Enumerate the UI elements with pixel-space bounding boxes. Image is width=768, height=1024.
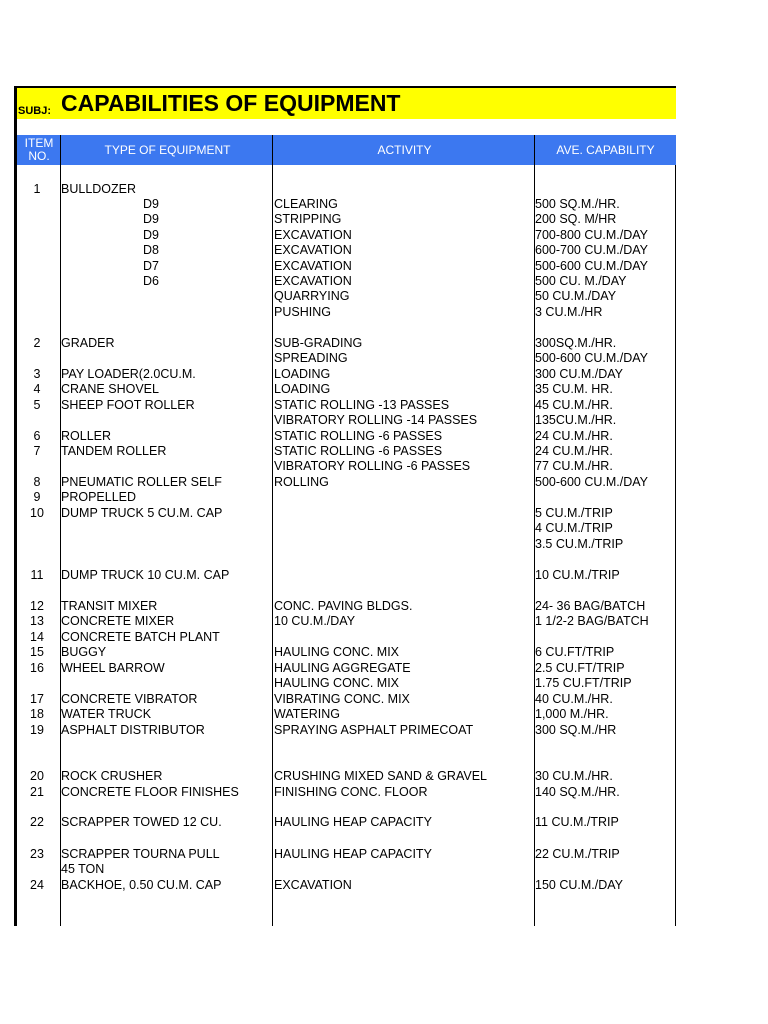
table-row — [17, 181, 676, 197]
item-no-cell: 24 — [30, 878, 44, 892]
activity-cell: CLEARING — [274, 197, 338, 211]
title-band — [14, 86, 676, 119]
capability-cell: 135CU.M./HR. — [535, 413, 617, 427]
activity-cell: STATIC ROLLING -13 PASSES — [274, 398, 450, 412]
table-header — [17, 135, 676, 165]
spreadsheet — [14, 86, 676, 926]
item-no-cell: 1 — [33, 182, 41, 196]
capability-cell: 500 SQ.M./HR. — [535, 197, 620, 211]
activity-cell: 10 CU.M./DAY — [274, 614, 356, 628]
table-row — [17, 784, 676, 800]
activity-cell: FINISHING CONC. FLOOR — [274, 785, 428, 799]
table-row — [17, 227, 676, 243]
capability-cell: 11 CU.M./TRIP — [535, 815, 619, 829]
capability-cell: 300 SQ.M./HR — [535, 723, 617, 737]
header-type-of-equipment: TYPE OF EQUIPMENT — [104, 142, 231, 157]
activity-cell: VIBRATORY ROLLING -6 PASSES — [274, 459, 471, 473]
item-no-cell: 2 — [33, 336, 41, 350]
item-no-cell: 15 — [30, 645, 44, 659]
type-cell: CRANE SHOVEL — [61, 382, 159, 396]
table-row — [17, 505, 676, 521]
item-no-cell: 23 — [30, 847, 44, 861]
type-cell: PAY LOADER(2.0CU.M. — [61, 367, 196, 381]
capability-cell: 150 CU.M./DAY — [535, 878, 623, 892]
table-row — [17, 273, 676, 289]
type-cell: WHEEL BARROW — [61, 661, 165, 675]
table-row — [17, 458, 676, 474]
item-no-cell: 18 — [30, 707, 44, 721]
capability-cell: 30 CU.M./HR. — [535, 769, 613, 783]
activity-cell: VIBRATORY ROLLING -14 PASSES — [274, 413, 478, 427]
capability-cell: 50 CU.M./DAY — [535, 289, 617, 303]
table-row — [17, 366, 676, 382]
table-row — [17, 768, 676, 784]
activity-cell: ROLLING — [274, 475, 329, 489]
activity-cell: LOADING — [274, 382, 331, 396]
activity-cell: HAULING HEAP CAPACITY — [274, 847, 432, 861]
activity-cell: SUB-GRADING — [274, 336, 363, 350]
type-cell: SHEEP FOOT ROLLER — [61, 398, 195, 412]
table-row — [17, 397, 676, 413]
capability-cell: 1,000 M./HR. — [535, 707, 609, 721]
capability-cell: 2.5 CU.FT/TRIP — [535, 661, 625, 675]
activity-cell: EXCAVATION — [274, 274, 352, 288]
capability-cell: 24 CU.M./HR. — [535, 429, 613, 443]
table-row — [17, 613, 676, 629]
table-row — [17, 660, 676, 676]
model-cell: D9 — [143, 197, 159, 211]
activity-cell: SPREADING — [274, 351, 348, 365]
type-cell: ASPHALT DISTRIBUTOR — [61, 723, 205, 737]
capability-cell: 77 CU.M./HR. — [535, 459, 613, 473]
capability-cell: 600-700 CU.M./DAY — [535, 243, 649, 257]
item-no-cell: 21 — [30, 785, 44, 799]
capability-cell: 1.75 CU.FT/TRIP — [535, 676, 632, 690]
capability-cell: 6 CU.FT/TRIP — [535, 645, 615, 659]
page-title: CAPABILITIES OF EQUIPMENT — [61, 90, 401, 116]
type-cell: 45 TON — [61, 862, 105, 876]
item-no-cell: 22 — [30, 815, 44, 829]
activity-cell: PUSHING — [274, 305, 331, 319]
item-no-cell: 17 — [30, 692, 44, 706]
activity-cell: EXCAVATION — [274, 228, 352, 242]
type-cell: TANDEM ROLLER — [61, 444, 167, 458]
activity-cell: HAULING CONC. MIX — [274, 676, 400, 690]
header-item-no: ITEM NO. — [24, 136, 54, 163]
activity-cell: STRIPPING — [274, 212, 342, 226]
table-row — [17, 598, 676, 614]
capability-cell: 500 CU. M./DAY — [535, 274, 627, 288]
capability-cell: 140 SQ.M./HR. — [535, 785, 620, 799]
activity-cell: WATERING — [274, 707, 340, 721]
table-row — [17, 428, 676, 444]
capability-cell: 3 CU.M./HR — [535, 305, 603, 319]
table-row — [17, 258, 676, 274]
capability-cell: 500-600 CU.M./DAY — [535, 475, 649, 489]
model-cell: D9 — [143, 228, 159, 242]
table-row — [17, 196, 676, 212]
activity-cell: QUARRYING — [274, 289, 350, 303]
capability-cell: 45 CU.M./HR. — [535, 398, 613, 412]
item-no-cell: 13 — [30, 614, 44, 628]
type-cell: CONCRETE VIBRATOR — [61, 692, 198, 706]
table-row — [17, 242, 676, 258]
activity-cell: EXCAVATION — [274, 878, 352, 892]
table-row — [17, 861, 676, 877]
capability-cell: 35 CU.M. HR. — [535, 382, 613, 396]
model-cell: D9 — [143, 212, 159, 226]
capability-cell: 24 CU.M./HR. — [535, 444, 613, 458]
table-row — [17, 691, 676, 707]
item-no-cell: 8 — [33, 475, 41, 489]
capability-cell: 1 1/2-2 BAG/BATCH — [535, 614, 649, 628]
activity-cell: STATIC ROLLING -6 PASSES — [274, 429, 443, 443]
table-row — [17, 846, 676, 862]
table-row — [17, 350, 676, 366]
table-row — [17, 335, 676, 351]
activity-cell: HAULING AGGREGATE — [274, 661, 411, 675]
type-cell: SCRAPPER TOWED 12 CU. — [61, 815, 222, 829]
activity-cell: LOADING — [274, 367, 331, 381]
capability-cell: 40 CU.M./HR. — [535, 692, 613, 706]
item-no-cell: 16 — [30, 661, 44, 675]
item-no-cell: 4 — [33, 382, 41, 396]
table-row — [17, 629, 676, 645]
activity-cell: SPRAYING ASPHALT PRIMECOAT — [274, 723, 474, 737]
table-row — [17, 536, 676, 552]
capability-cell: 5 CU.M./TRIP — [535, 506, 613, 520]
item-no-cell: 3 — [33, 367, 41, 381]
item-no-cell: 6 — [33, 429, 41, 443]
item-no-cell: 19 — [30, 723, 44, 737]
activity-cell: HAULING HEAP CAPACITY — [274, 815, 432, 829]
table-row — [17, 489, 676, 505]
type-cell: SCRAPPER TOURNA PULL — [61, 847, 220, 861]
table-row — [17, 304, 676, 320]
activity-cell: VIBRATING CONC. MIX — [274, 692, 410, 706]
type-cell: DUMP TRUCK 10 CU.M. CAP — [61, 568, 230, 582]
type-cell: PROPELLED — [61, 490, 137, 504]
capability-cell: 300 CU.M./DAY — [535, 367, 623, 381]
item-no-cell: 10 — [30, 506, 44, 520]
header-ave-capability: AVE. CAPABILITY — [556, 142, 655, 157]
header-activity: ACTIVITY — [377, 142, 432, 157]
type-cell: WATER TRUCK — [61, 707, 152, 721]
model-cell: D7 — [143, 259, 159, 273]
capability-cell: 500-600 CU.M./DAY — [535, 351, 649, 365]
capability-cell: 24- 36 BAG/BATCH — [535, 599, 646, 613]
table-row — [17, 211, 676, 227]
activity-cell: CRUSHING MIXED SAND & GRAVEL — [274, 769, 488, 783]
table-row — [17, 412, 676, 428]
table-row — [17, 644, 676, 660]
type-cell: ROCK CRUSHER — [61, 769, 163, 783]
capability-cell: 4 CU.M./TRIP — [535, 521, 613, 535]
type-cell: BUGGY — [61, 645, 107, 659]
type-cell: CONCRETE FLOOR FINISHES — [61, 785, 239, 799]
type-cell: DUMP TRUCK 5 CU.M. CAP — [61, 506, 223, 520]
capability-cell: 700-800 CU.M./DAY — [535, 228, 649, 242]
capability-cell: 200 SQ. M/HR — [535, 212, 617, 226]
capability-cell: 300SQ.M./HR. — [535, 336, 617, 350]
table-row — [17, 722, 676, 738]
type-cell: BULLDOZER — [61, 182, 137, 196]
activity-cell: HAULING CONC. MIX — [274, 645, 400, 659]
table-row — [17, 381, 676, 397]
subject-label: SUBJ: — [18, 105, 52, 117]
item-no-cell: 7 — [33, 444, 41, 458]
type-cell: CONCRETE BATCH PLANT — [61, 630, 220, 644]
item-no-cell: 12 — [30, 599, 44, 613]
model-cell: D8 — [143, 243, 159, 257]
table-row — [17, 814, 676, 830]
item-no-cell: 11 — [30, 568, 44, 582]
table-row — [17, 877, 676, 893]
type-cell: GRADER — [61, 336, 115, 350]
activity-cell: EXCAVATION — [274, 259, 352, 273]
capability-cell: 500-600 CU.M./DAY — [535, 259, 649, 273]
model-cell: D6 — [143, 274, 159, 288]
type-cell: CONCRETE MIXER — [61, 614, 175, 628]
table-row — [17, 474, 676, 490]
capability-cell: 10 CU.M./TRIP — [535, 568, 620, 582]
item-no-cell: 9 — [33, 490, 41, 504]
table-row — [17, 288, 676, 304]
type-cell: BACKHOE, 0.50 CU.M. CAP — [61, 878, 222, 892]
item-no-cell: 14 — [30, 630, 44, 644]
table-row — [17, 706, 676, 722]
type-cell: TRANSIT MIXER — [61, 599, 158, 613]
activity-cell: STATIC ROLLING -6 PASSES — [274, 444, 443, 458]
type-cell: PNEUMATIC ROLLER SELF — [61, 475, 222, 489]
table-row — [17, 520, 676, 536]
table-row — [17, 567, 676, 583]
activity-cell: EXCAVATION — [274, 243, 352, 257]
table-row — [17, 443, 676, 459]
type-cell: ROLLER — [61, 429, 112, 443]
capability-cell: 3.5 CU.M./TRIP — [535, 537, 624, 551]
item-no-cell: 5 — [33, 398, 41, 412]
activity-cell: CONC. PAVING BLDGS. — [274, 599, 413, 613]
capability-cell: 22 CU.M./TRIP — [535, 847, 620, 861]
table-row — [17, 675, 676, 691]
item-no-cell: 20 — [30, 769, 44, 783]
